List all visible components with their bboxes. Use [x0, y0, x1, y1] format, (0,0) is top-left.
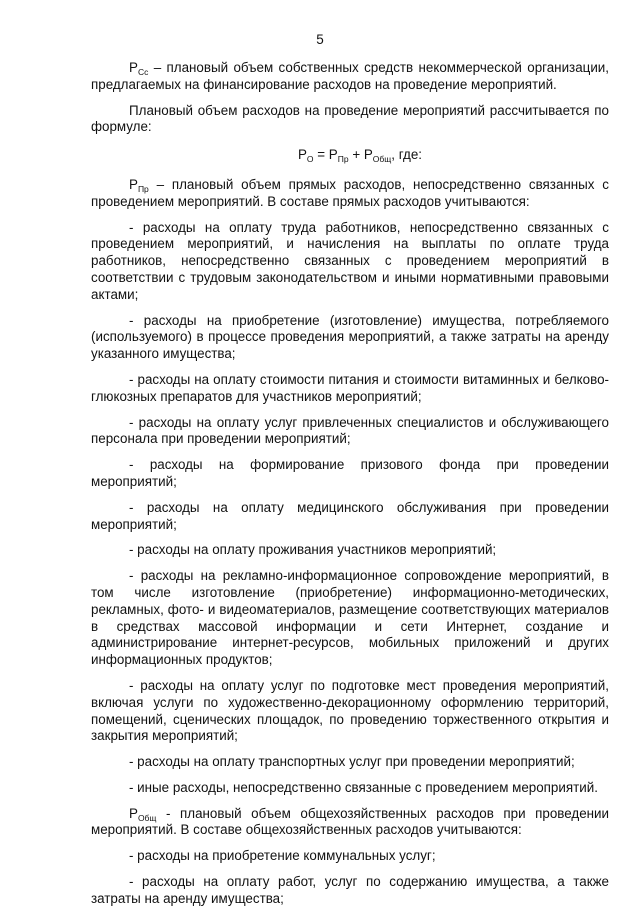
document-body [91, 60, 609, 908]
page-number: 5 [316, 32, 324, 47]
list-item-direct-expense: - расходы на оплату услуг по подготовке мест проведения мероприятий, включая услуги по художественно-декорационному оформлению территорий, помещений, сценических площадок, по проведению торжественного открытия и закрытия мероприятий; [91, 677, 609, 744]
formula-tail: , где: [391, 147, 422, 163]
list-item-direct-expense: - расходы на оплату труда работников, непосредственно связанных с проведением мероприятий, и начисления на выплаты по оплате труда работников, непосредственно связанных с проведением мероприятий в соответствии с трудовым законодательством и иными нормативными правовыми актами; [91, 219, 609, 302]
definition-text: – плановый объем прямых расходов, непосредственно связанных с проведением мероприятий. В составе прямых расходов учитываются: [91, 176, 609, 209]
list-item-general-expense: - расходы на приобретение коммунальных услуг; [129, 848, 436, 864]
paragraph-formula-intro: Плановый объем расходов на проведение мероприятий рассчитывается по формуле: [91, 102, 609, 135]
list-item-direct-expense: - расходы на оплату проживания участников мероприятий; [129, 542, 497, 558]
list-item-general-expense: - расходы на оплату работ, услуг по содержанию имущества, а также затраты на аренду имущества; [91, 874, 609, 906]
formula-plus: + P [348, 147, 373, 163]
list-item-direct-expense: - расходы на оплату медицинского обслуживания при проведении мероприятий; [91, 499, 609, 532]
formula-p: P [297, 147, 307, 163]
symbol-subscript: Пр [137, 183, 149, 194]
formula-sub-obsh: Общ [372, 154, 392, 165]
definition-text: - плановый объем общехозяйственных расходов при проведении мероприятий. В составе общехозяйственных расходов учитываются: [91, 805, 609, 838]
formula-sub-o: О [306, 154, 314, 165]
list-item-direct-expense: - расходы на формирование призового фонда при проведении мероприятий; [91, 457, 609, 489]
definition-pobsh [91, 806, 609, 840]
list-item-direct-expense: - расходы на приобретение (изготовление) имущества, потребляемого (используемого) в процессе проведения мероприятий, а также затраты на аренду указанного имущества; [91, 312, 609, 362]
formula-eq: = P [313, 147, 338, 163]
list-item-direct-expense: - расходы на оплату услуг привлеченных специалистов и обслуживающего персонала при проведении мероприятий; [91, 414, 609, 447]
list-item-direct-expense: - расходы на рекламно-информационное сопровождение мероприятий, в том числе изготовление (приобретение) информационно-методических, рекламных, фото- и видеоматериалов, размещение соответствующих материалов в средствах массовой информации и сети Интернет, создание и администрирование интернет-ресурсов, мобильных приложений и других информационных продуктов; [91, 568, 609, 668]
definition-ppr [91, 177, 609, 211]
symbol-subscript: Сс [137, 67, 149, 77]
formula-sub-pr: Пр [337, 154, 349, 165]
symbol-p: P [129, 176, 138, 192]
definition-text: – плановый объем собственных средств некоммерческой организации, предлагаемых на финансирование расходов на проведение мероприятий. [91, 60, 609, 92]
formula [111, 147, 609, 164]
symbol-subscript: Общ [137, 812, 157, 823]
list-item-direct-expense: - расходы на оплату стоимости питания и стоимости витаминных и белково-глюкозных препаратов для участников мероприятий; [91, 371, 609, 404]
symbol-p: P [129, 60, 138, 75]
list-item-direct-expense: - иные расходы, непосредственно связанные с проведением мероприятий. [129, 779, 598, 795]
definition-pcc [91, 60, 609, 94]
list-item-direct-expense: - расходы на оплату транспортных услуг при проведении мероприятий; [129, 754, 575, 770]
symbol-p: P [129, 805, 138, 821]
